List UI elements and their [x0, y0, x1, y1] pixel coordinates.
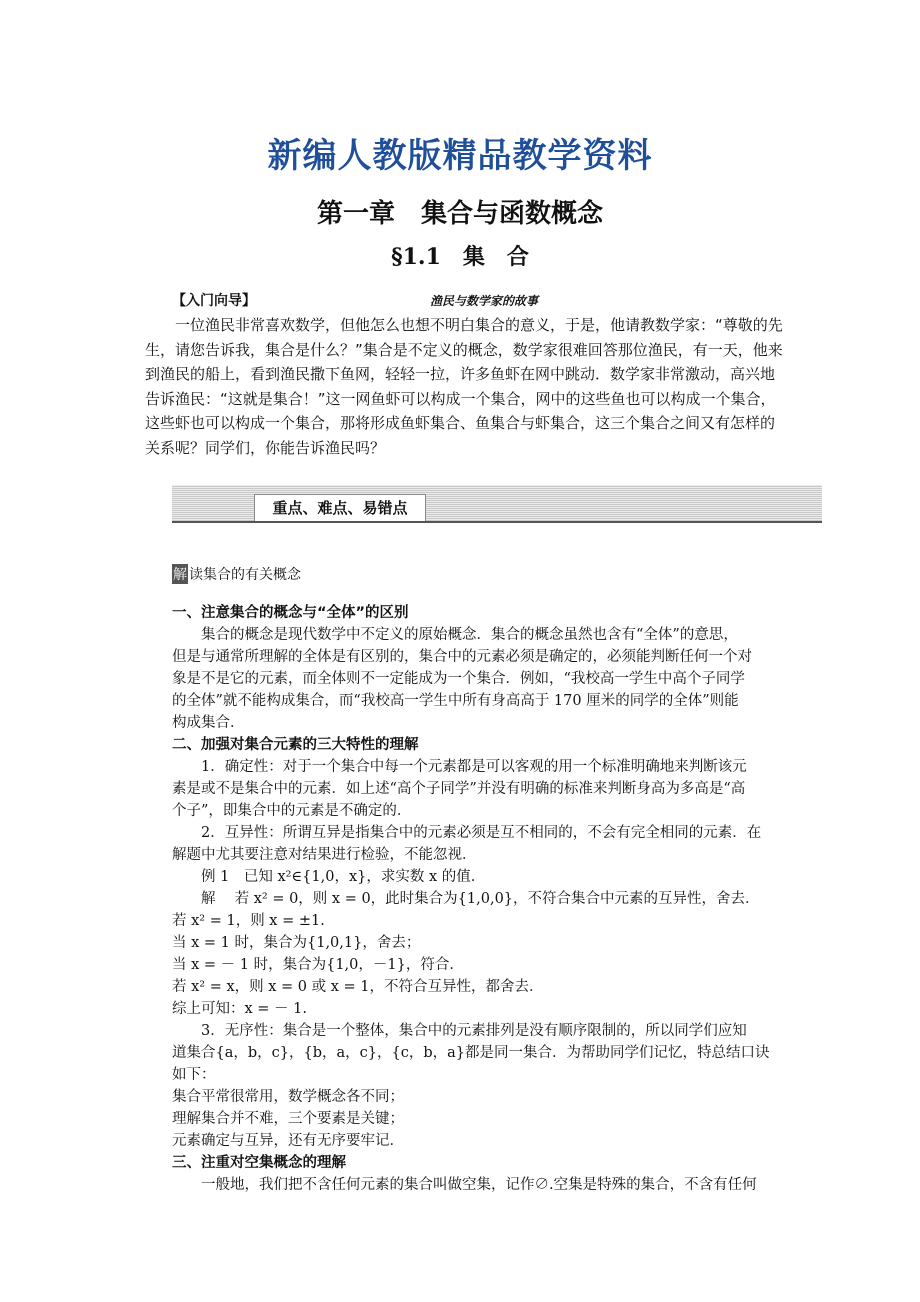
body-line: 素是或不是集合中的元素．如上述“高个子同学”并没有明确的标准来判断身高为多高是“高: [172, 781, 746, 797]
body-line: 的全体”就不能构成集合，而“我校高一学生中所有身高高于 170 厘米的同学的全体”则能: [172, 693, 739, 709]
body-line: 如下：: [172, 1067, 216, 1083]
body-line: 道集合{a，b，c}，{b，a，c}，{c，b，a}都是同一集合．为帮助同学们记忆，特总结口诀: [172, 1045, 770, 1061]
solution-line: 当 x = 1 时，集合为{1,0,1}，舍去；: [172, 935, 421, 951]
key-points-tab: 重点、难点、易错点: [254, 494, 426, 521]
subheading: [172, 564, 301, 584]
body-line: 一般地，我们把不含任何元素的集合叫做空集，记作∅.空集是特殊的集合，不含有任何: [172, 1177, 757, 1193]
subheading-text: 读集合的有关概念: [189, 567, 301, 583]
intro-label: 【入门向导】: [172, 293, 256, 309]
solution-line: 解 若 x² = 0，则 x = 0，此时集合为{1,0,0}，不符合集合中元素的互异性，舍去．: [172, 891, 760, 907]
body-line: 个子”，即集合中的元素是不确定的．: [172, 803, 412, 819]
body-text: [172, 602, 794, 1196]
banner-title: 新编人教版精品教学资料: [267, 136, 653, 176]
section-title: §1.1 集 合: [391, 244, 529, 270]
intro-story: 一位渔民非常喜欢数学，但他怎么也想不明白集合的意义，于是，他请教数学家：“尊敬的先生，请您告诉我，集合是什么？”集合是不定义的概念，数学家很难回答那位渔民，有一天，他来到渔民的船上，看到渔民撒下鱼网，轻轻一拉，许多鱼虾在网中跳动．数学家非常激动，高兴地告诉渔民：“这就是集合！”这一网鱼虾可以构成一个集合，网中的这些鱼也可以构成一个集合，这些虾也可以构成一个集合，那将形成鱼虾集合、鱼集合与虾集合，这三个集合之间又有怎样的关系呢？同学们，你能告诉渔民吗？: [145, 316, 783, 457]
key-points-bar: [172, 485, 822, 523]
body-line: 解题中尤其要注意对结果进行检验，不能忽视．: [172, 847, 477, 863]
body-line: 2．互异性：所谓互异是指集合中的元素必须是互不相同的，不会有完全相同的元素．在: [172, 825, 762, 841]
mnemonic-line: 元素确定与互异，还有无序要牢记．: [172, 1133, 404, 1149]
jie-icon: 解: [172, 564, 188, 584]
heading-1: 一、注意集合的概念与“全体”的区别: [172, 605, 409, 621]
body-line: 但是与通常所理解的全体是有区别的，集合中的元素必须是确定的，必须能判断任何一个对: [172, 649, 752, 665]
body-line: 集合的概念是现代数学中不定义的原始概念．集合的概念虽然也含有“全体”的意思，: [172, 627, 738, 643]
chapter-title: 第一章 集合与函数概念: [316, 199, 603, 229]
mnemonic-line: 理解集合并不难，三个要素是关键；: [172, 1111, 404, 1127]
solution-line: 若 x² = x，则 x = 0 或 x = 1，不符合互异性，都舍去．: [172, 979, 544, 995]
body-line: 1．确定性：对于一个集合中每一个元素都是可以客观的用一个标准明确地来判断该元: [172, 759, 747, 775]
body-line: 构成集合．: [172, 715, 245, 731]
body-line: 象是不是它的元素，而全体则不一定能成为一个集合．例如，“我校高一学生中高个子同学: [172, 671, 745, 687]
mnemonic-line: 集合平常很常用，数学概念各不同；: [172, 1089, 404, 1105]
heading-2: 二、加强对集合元素的三大特性的理解: [172, 737, 419, 753]
solution-line: 当 x = － 1 时，集合为{1,0，－1}，符合．: [172, 957, 464, 973]
body-line: 3．无序性：集合是一个整体，集合中的元素排列是没有顺序限制的，所以同学们应知: [172, 1023, 747, 1039]
story-title: 渔民与数学家的故事: [430, 294, 539, 308]
solution-line: 若 x² = 1，则 x = ±1.: [172, 913, 325, 929]
solution-line: 综上可知：x = － 1.: [172, 1001, 307, 1017]
intro-row: [172, 290, 822, 312]
example-line: 例 1 已知 x²∈{1,0，x}，求实数 x 的值．: [172, 869, 486, 885]
heading-3: 三、注重对空集概念的理解: [172, 1155, 346, 1171]
